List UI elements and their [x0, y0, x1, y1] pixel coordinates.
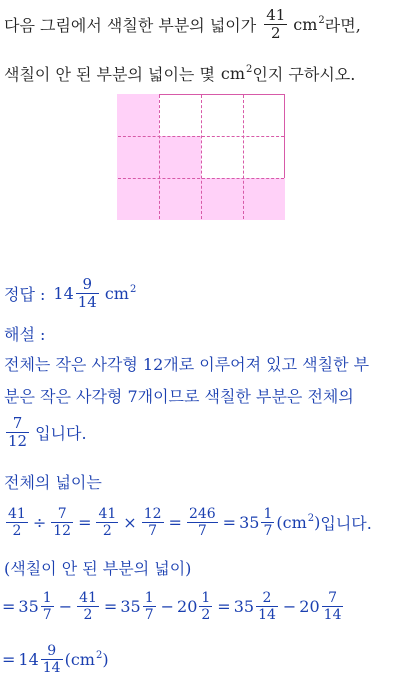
solution-label: 해설 : — [4, 324, 46, 344]
equation-unshaded-area: = 35 $\frac{1}{7}$ − $\frac{41}{2}$ = 35 $\frac{1}{7}$ − 20 $\frac{1}{2}$ = 35 $\frac{2}{14}$ − 20 $\frac{7}{14}$ — [2, 589, 342, 623]
fraction-denominator: 2 — [270, 23, 281, 42]
grid-line-horizontal — [118, 136, 284, 137]
question-text-1: 다음 그림에서 색칠한 부분의 넓이가 — [4, 15, 257, 35]
question-text-2: 색칠이 안 된 부분의 넓이는 몇 — [4, 64, 215, 84]
shaded-cell — [201, 178, 243, 220]
answer-whole: 14 — [53, 283, 74, 303]
solution-line-3 — [4, 412, 87, 452]
unit: $cm^2$ — [220, 63, 253, 83]
solution-line-3-suffix: 입니다. — [35, 423, 87, 443]
portion-fraction: $\frac{7}{12}$ — [8, 413, 28, 450]
equation-final: = 14 $\frac{9}{14}$ $(cm^2)$ — [2, 642, 109, 676]
solution-line-2: 분은 작은 사각형 7개이므로 색칠한 부분은 전체의 — [4, 386, 354, 406]
shaded-cell — [159, 178, 201, 220]
answer-fraction: $\frac{9}{14}$ — [77, 274, 97, 311]
unshaded-cell — [159, 94, 201, 136]
unshaded-cell — [201, 94, 243, 136]
question-text-2-suffix: 인지 구하시오. — [252, 64, 356, 84]
question-line-2 — [4, 58, 355, 88]
equation-total-area: $\frac{41}{2}$ ÷ $\frac{7}{12}$ = $\frac{41}{2}$ × $\frac{12}{7}$ = $\frac{246}{7}$ = 35 $\frac{1}{7}$ $(cm^2)$ 입니다. — [8, 505, 372, 539]
solution-line-1: 전체는 작은 사각형 12개로 이루어져 있고 색칠한 부 — [4, 354, 370, 374]
shaded-cell — [117, 136, 159, 178]
answer-line — [4, 274, 136, 312]
solution-line-6: (색칠이 안 된 부분의 넓이) — [4, 558, 192, 578]
fraction-numerator: 41 — [266, 5, 286, 24]
shaded-cell — [243, 178, 285, 220]
unshaded-cell — [243, 136, 285, 178]
shaded-grid-figure — [117, 94, 285, 220]
question-text-1-suffix: 라면, — [324, 15, 361, 35]
grid-line-vertical — [159, 95, 160, 219]
question-line-1 — [4, 6, 361, 42]
answer-unit: $cm^2$ — [104, 283, 137, 303]
grid-line-vertical — [201, 95, 202, 219]
unit: $(cm^2)$ — [64, 649, 109, 669]
shaded-cell — [117, 178, 159, 220]
unshaded-cell — [201, 136, 243, 178]
grid-line-horizontal — [118, 178, 284, 179]
shaded-cell — [117, 94, 159, 136]
unit: $cm^2$ — [293, 14, 325, 34]
answer-label: 정답 : — [4, 284, 46, 304]
grid-line-vertical — [243, 95, 244, 219]
shaded-cell — [159, 136, 201, 178]
question-area-fraction — [264, 7, 287, 42]
unshaded-cell — [243, 94, 285, 136]
unit: $(cm^2)$ — [276, 512, 321, 532]
solution-line-4: 전체의 넓이는 — [4, 472, 102, 492]
